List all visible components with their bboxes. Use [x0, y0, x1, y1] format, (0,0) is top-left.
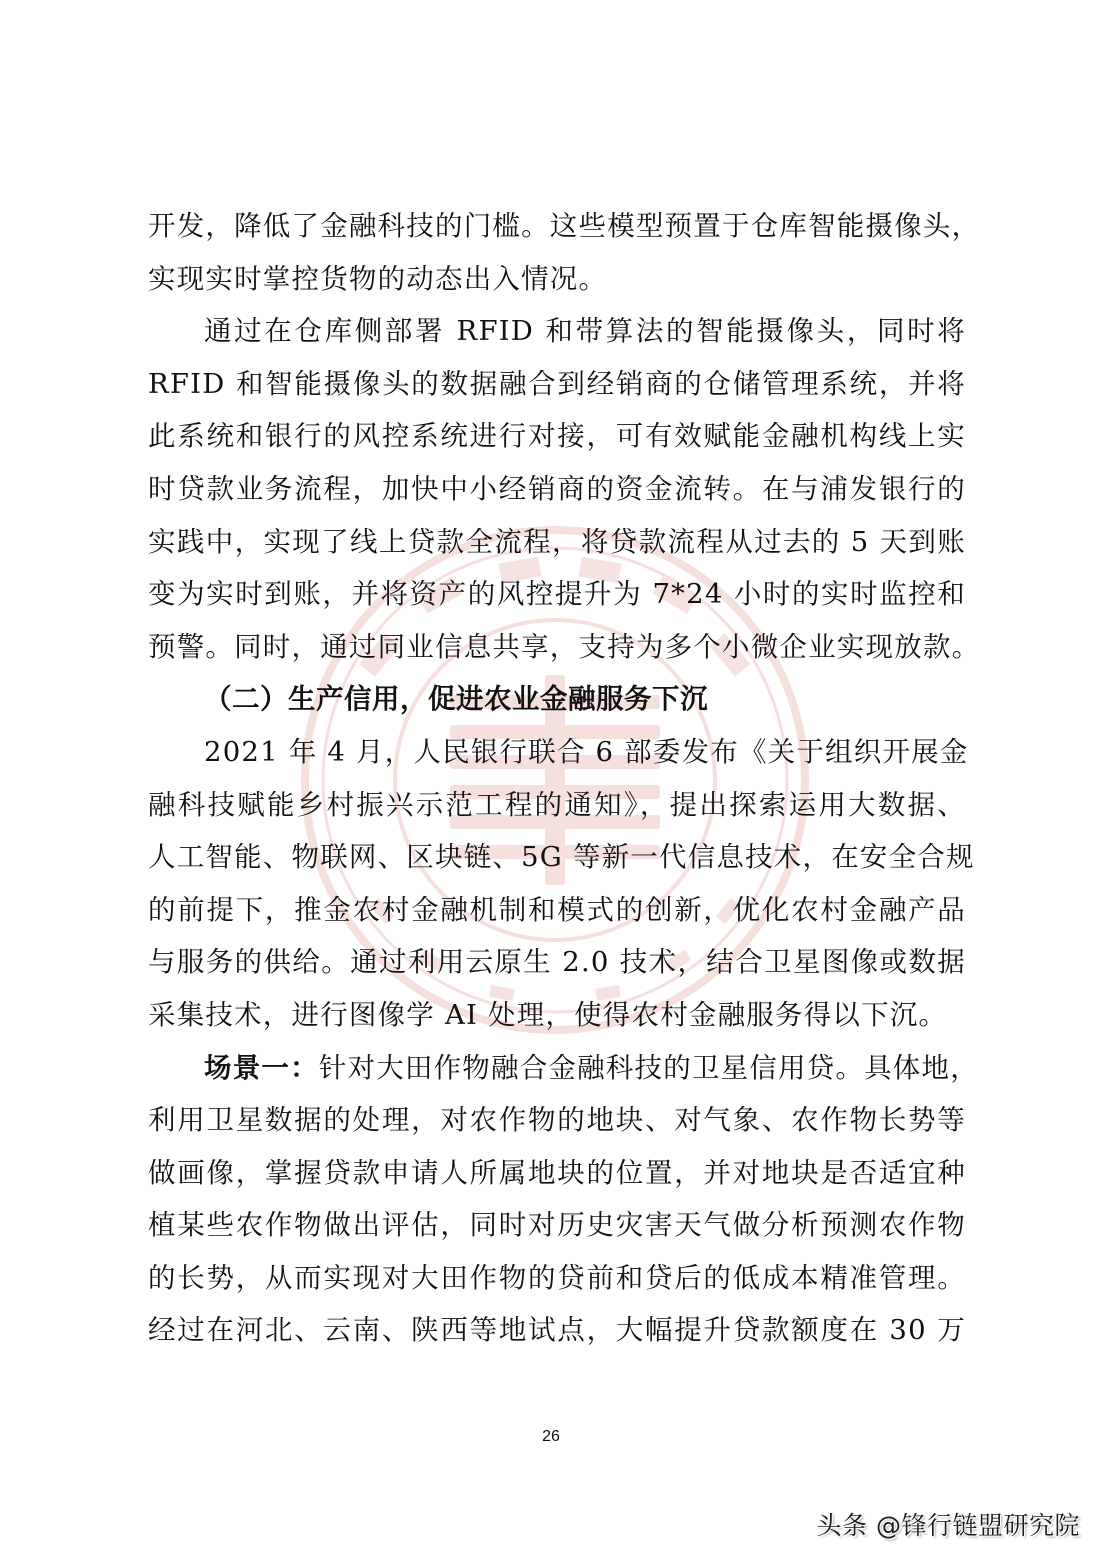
text-line: 做画像，掌握贷款申请人所属地块的位置，并对地块是否适宜种 — [148, 1156, 966, 1189]
section-heading: （二）生产信用，促进农业金融服务下沉 — [204, 683, 708, 716]
text-line: 通过在仓库侧部署 RFID 和带算法的智能摄像头，同时将 — [204, 315, 966, 348]
text-line — [148, 1042, 979, 1095]
text-line: 植某些农作物做出评估，同时对历史灾害天气做分析预测农作物 — [148, 1209, 966, 1242]
scenario-label: 场景一： — [204, 1051, 319, 1084]
text-line: 时贷款业务流程，加快中小经销商的资金流转。在与浦发银行的 — [148, 472, 966, 505]
paragraph — [148, 1042, 979, 1358]
text-line: 利用卫星数据的处理，对农作物的地块、对气象、农作物长势等 — [148, 1104, 966, 1137]
paragraph — [148, 305, 981, 673]
text-line: 实现实时掌控货物的动态出入情况。 — [148, 262, 608, 295]
text-line: 的长势，从而实现对大田作物的贷前和贷后的低成本精准管理。 — [148, 1261, 966, 1294]
text-line: 的前提下，推金农村金融机制和模式的创新，优化农村金融产品 — [148, 893, 966, 926]
document-body — [148, 200, 981, 1357]
text-line: 预警。同时，通过同业信息共享，支持为多个小微企业实现放款。 — [148, 630, 981, 663]
text-line: 经过在河北、云南、陕西等地试点，大幅提升贷款额度在 30 万 — [148, 1314, 966, 1347]
page-number: 26 — [542, 1428, 560, 1445]
text-line: 2021 年 4 月，人民银行联合 6 部委发布《关于组织开展金 — [204, 735, 969, 768]
paragraph — [148, 200, 981, 305]
source-attribution: 头条 @锋行链盟研究院 — [816, 1511, 1080, 1540]
text-line: 实践中，实现了线上贷款全流程，将贷款流程从过去的 5 天到账 — [148, 525, 966, 558]
text-line: 融科技赋能乡村振兴示范工程的通知》，提出探索运用大数据、 — [148, 788, 966, 821]
text-line: 与服务的供给。通过利用云原生 2.0 技术，结合卫星图像或数据 — [148, 946, 966, 979]
text-line: 采集技术，进行图像学 AI 处理，使得农村金融服务得以下沉。 — [148, 998, 948, 1031]
text-line: 开发，降低了金融科技的门槛。这些模型预置于仓库智能摄像头， — [148, 210, 981, 242]
text-line: 人工智能、物联网、区块链、5G 等新一代信息技术，在安全合规 — [148, 841, 975, 874]
text-span: 针对大田作物融合金融科技的卫星信用贷。具体地， — [318, 1051, 979, 1084]
text-line: 变为实时到账，并将资产的风控提升为 7*24 小时的实时监控和 — [148, 578, 966, 611]
text-line: 此系统和银行的风控系统进行对接，可有效赋能金融机构线上实 — [148, 420, 966, 453]
paragraph — [148, 726, 975, 1042]
text-line: RFID 和智能摄像头的数据融合到经销商的仓储管理系统，并将 — [148, 367, 966, 400]
